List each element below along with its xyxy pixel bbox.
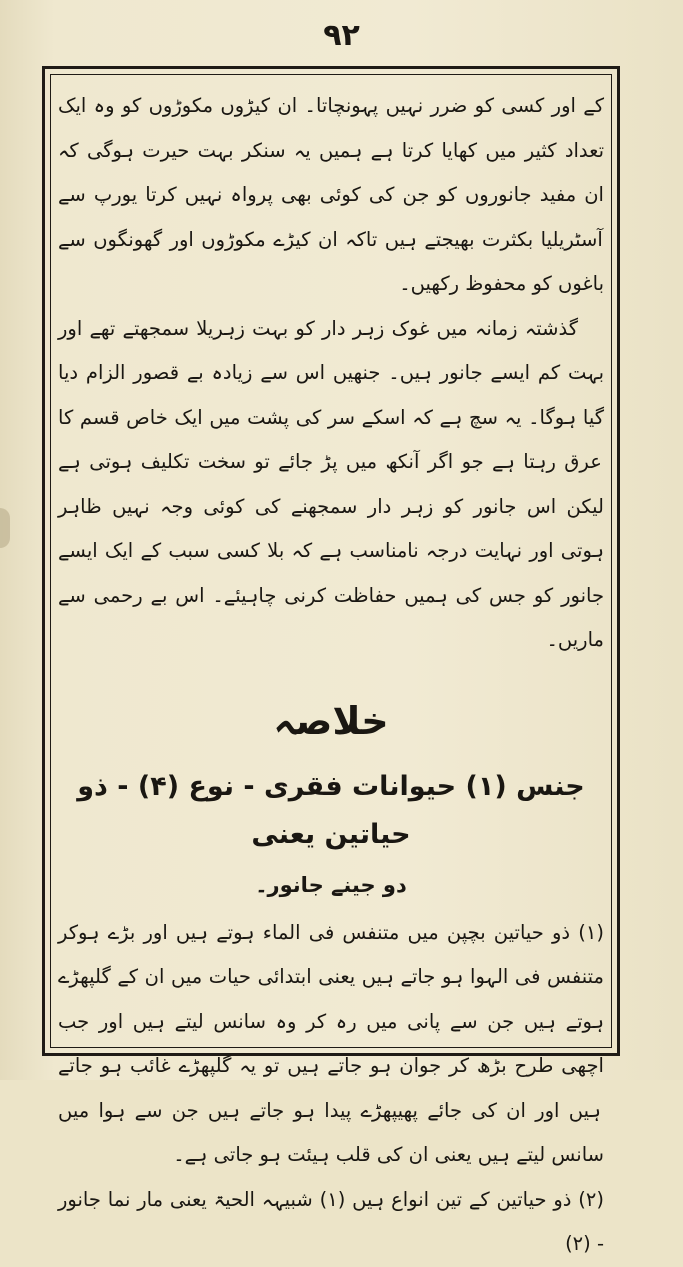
- text-line: (۱) ذو حیاتین بچپن میں متنفس فی الماء ہوتے ہیں اور بڑے ہوکر متنفس فی الہوا: [58, 920, 604, 988]
- text-line: باغوں کو محفوظ رکھیں۔: [399, 272, 604, 295]
- text-line: کے اور کسی کو ضرر نہیں پہونچاتا۔ ان کیڑوں مکوڑوں کو وہ ایک تعداد کثیر میں کھایا کرتا ہے: [58, 94, 604, 162]
- paragraph-toad: [58, 307, 604, 663]
- text-line: میں ایک خاص قسم کا عرق رہتا ہے جو اگر آنکھ میں پڑ جائے تو سخت تکلیف ہوتی ہے: [58, 405, 602, 473]
- summary-subheading-continued: دو جینے جانور۔: [255, 872, 407, 897]
- text-line: (۲) ذو حیاتین کے تین انواع ہیں (۱) شبیہہ الحیۃ یعنی مار نما جانور - (۲): [58, 1187, 604, 1255]
- text-line: لیکن اس جانور کو زہر دار سمجھنے کی کوئی وجہ نہیں ظاہر ہوتی اور نہایت درجہ نامناسب: [58, 494, 604, 562]
- paragraph-summary-1: [58, 911, 604, 1178]
- text-line: ہے کہ بلا کسی سبب کے ایک ایسے جانور کو جس کی ہمیں حفاظت کرنی چاہیئے۔ اس: [58, 539, 605, 607]
- text-line: ہیں۔ جنھیں اس سے زیادہ بے قصور الزام دیا گیا ہوگا۔ یہ سچ ہے کہ اسکے سر کی پشت: [58, 361, 604, 429]
- text-line: ہو جاتے ہیں یعنی ابتدائی حیات میں ان کے گلپھڑے ہوتے ہیں جن سے پانی: [58, 965, 604, 1033]
- text-line: بے رحمی سے ماریں۔: [58, 583, 604, 651]
- text-line: گذشتہ زمانہ میں غوک زہر دار کو بہت زہریلا سمجھتے تھے اور بہت کم ایسے جانور: [58, 316, 604, 384]
- summary-heading: خلاصہ: [273, 698, 389, 743]
- page-edge-stain: [0, 508, 10, 548]
- summary-subheading: جنس (۱) حیوانات فقری - نوع (۴) - ذو حیاتین یعنی: [77, 770, 585, 850]
- paragraph-continuation: [58, 84, 604, 307]
- paragraph-summary-2: [58, 1178, 604, 1267]
- text-line: غائب ہو جاتے ہیں اور ان کی جائے پھیپھڑے پیدا ہو جاتے ہیں جن سے ہوا میں: [58, 1054, 601, 1122]
- text-line: میں رہ کر وہ سانس لیتے ہیں اور جب اچھی طرح بڑھ کر جوان ہو جاتے ہیں تو یہ گلپھڑے: [58, 1009, 604, 1077]
- text-line: سانس لیتے ہیں یعنی ان کی قلب ہیئت ہو جاتی ہے۔: [173, 1143, 604, 1166]
- page-number: ۹۲: [323, 18, 360, 53]
- text-line: یورپ سے آسٹریلیا بکثرت بھیجتے ہیں تاکہ ان کیڑے مکوڑوں اور گھونگوں سے: [58, 183, 603, 251]
- page-content: [58, 84, 605, 1255]
- text-line: ہمیں یہ سنکر بہت حیرت ہوگی کہ ان مفید جانوروں کو جن کی کوئی بھی پرواہ نہیں کرتا: [58, 138, 604, 206]
